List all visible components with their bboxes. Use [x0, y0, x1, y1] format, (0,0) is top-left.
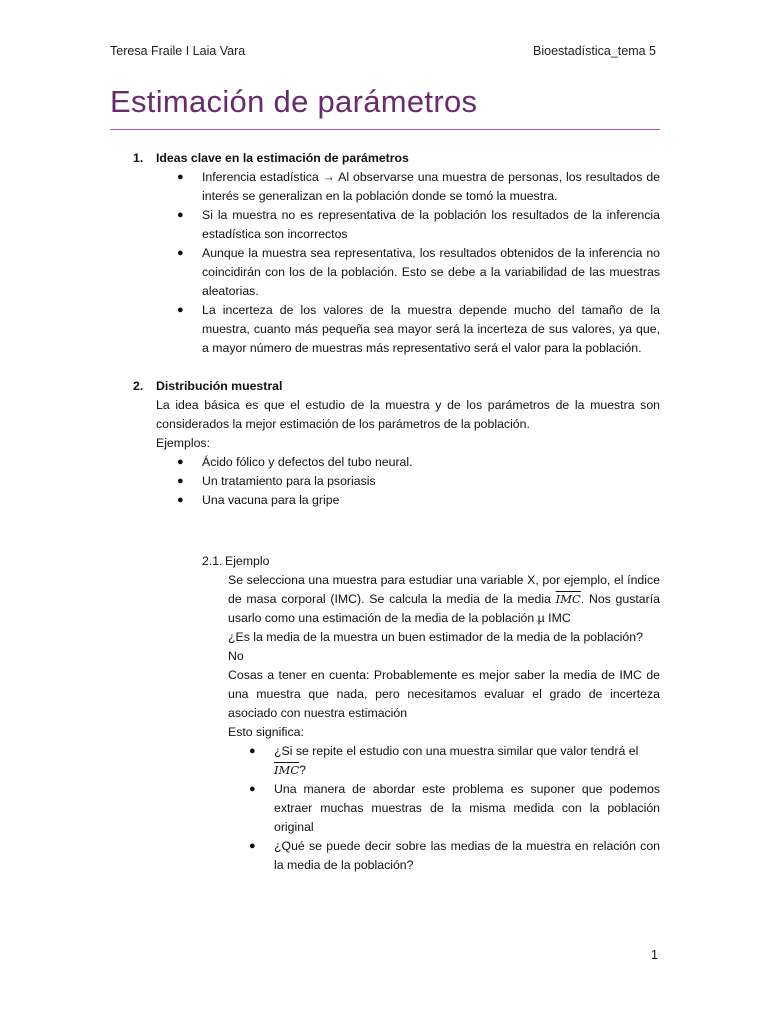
- list-item: ● La incerteza de los valores de la muestra depende mucho del tamaño de la muestra, cuanto más pequeña sea mayor será la incerteza de sus valores, ya que, a mayor número de muestras más representativo será el valor para la población.: [177, 303, 660, 355]
- bullet-icon: ●: [177, 494, 184, 506]
- subsection-answer: No: [228, 649, 244, 663]
- subsection-paragraph-3: Esto significa:: [228, 725, 304, 739]
- subsection-paragraph-2: Cosas a tener en cuenta: Probablemente es mejor saber la media de IMC de una muestra que nada, pero necesitamos evaluar el grado de incerteza asociado con nuestra estimación: [228, 668, 660, 720]
- examples-list: [156, 453, 660, 510]
- section-2-paragraph: La idea básica es que el estudio de la muestra y de los parámetros de la muestra son considerados la mejor estimación de los parámetros de la población.: [156, 398, 660, 431]
- bullet-icon: ●: [177, 209, 184, 221]
- bullet-icon: ●: [177, 456, 184, 468]
- subsection-2-1: [110, 552, 660, 875]
- section-1: [110, 149, 660, 358]
- subsection-question: ¿Es la media de la muestra un buen estimador de la media de la población?: [228, 630, 643, 644]
- list-item: ● Una vacuna para la gripe: [156, 491, 660, 510]
- subsection-title: Ejemplo: [225, 554, 270, 568]
- section-1-number: 1.: [133, 151, 144, 165]
- examples-label: Ejemplos:: [156, 436, 210, 450]
- bullet-icon: ●: [249, 783, 256, 795]
- header-authors: Teresa Fraile I Laia Vara: [110, 44, 246, 58]
- section-2-number: 2.: [133, 379, 144, 393]
- section-1-bullets: [156, 168, 660, 358]
- subsection-number: 2.1.: [202, 554, 223, 568]
- section-2: [110, 377, 660, 510]
- header-subject: Bioestadística_tema 5: [533, 44, 656, 58]
- page-title: Estimación de parámetros: [110, 84, 478, 119]
- list-item: ● ¿Si se repite el estudio con una muestra similar que valor tendrá el $\overline{IMC}$?: [249, 744, 639, 777]
- section-1-title: Ideas clave en la estimación de parámetros: [156, 151, 409, 165]
- title-rule: [110, 129, 660, 130]
- subsection-paragraph-1: Se selecciona una muestra para estudiar una variable X, por ejemplo, el índice de masa corporal (IMC). Se calcula la media de la media $\overline{IMC}$. Nos gustaría usarlo como una estimación de la media de la población µ IMC: [228, 573, 660, 625]
- list-item: ● Aunque la muestra sea representativa, los resultados obtenidos de la inferencia no coincidirán con los de la población. Esto se debe a la variabilidad de las muestras aleatorias.: [177, 246, 660, 298]
- document-body: [110, 149, 660, 875]
- page-number: 1: [651, 948, 658, 962]
- imc-mean-symbol: $\overline{IMC}$: [555, 592, 581, 606]
- list-item: ● Un tratamiento para la psoriasis: [156, 472, 660, 491]
- list-item: ● Si la muestra no es representativa de la población los resultados de la inferencia estadística son incorrectos: [177, 208, 660, 241]
- bullet-icon: ●: [249, 745, 256, 757]
- section-2-title: Distribución muestral: [156, 379, 283, 393]
- bullet-icon: ●: [177, 304, 184, 316]
- list-item: ● Una manera de abordar este problema es suponer que podemos extraer muchas muestras de la misma medida con la población original: [249, 782, 660, 834]
- bullet-icon: ●: [177, 171, 184, 183]
- list-item: ● Ácido fólico y defectos del tubo neural.: [156, 453, 660, 472]
- bullet-icon: ●: [249, 840, 256, 852]
- subsection-bullets: [228, 742, 660, 875]
- imc-mean-symbol: $\overline{IMC}$: [274, 763, 300, 777]
- list-item: ● ¿Qué se puede decir sobre las medias de la muestra en relación con la media de la población?: [249, 839, 660, 872]
- bullet-icon: ●: [177, 247, 184, 259]
- bullet-icon: ●: [177, 475, 184, 487]
- list-item: ● Inferencia estadística → Al observarse una muestra de personas, los resultados de interés se generalizan en la población donde se tomó la muestra.: [177, 170, 660, 203]
